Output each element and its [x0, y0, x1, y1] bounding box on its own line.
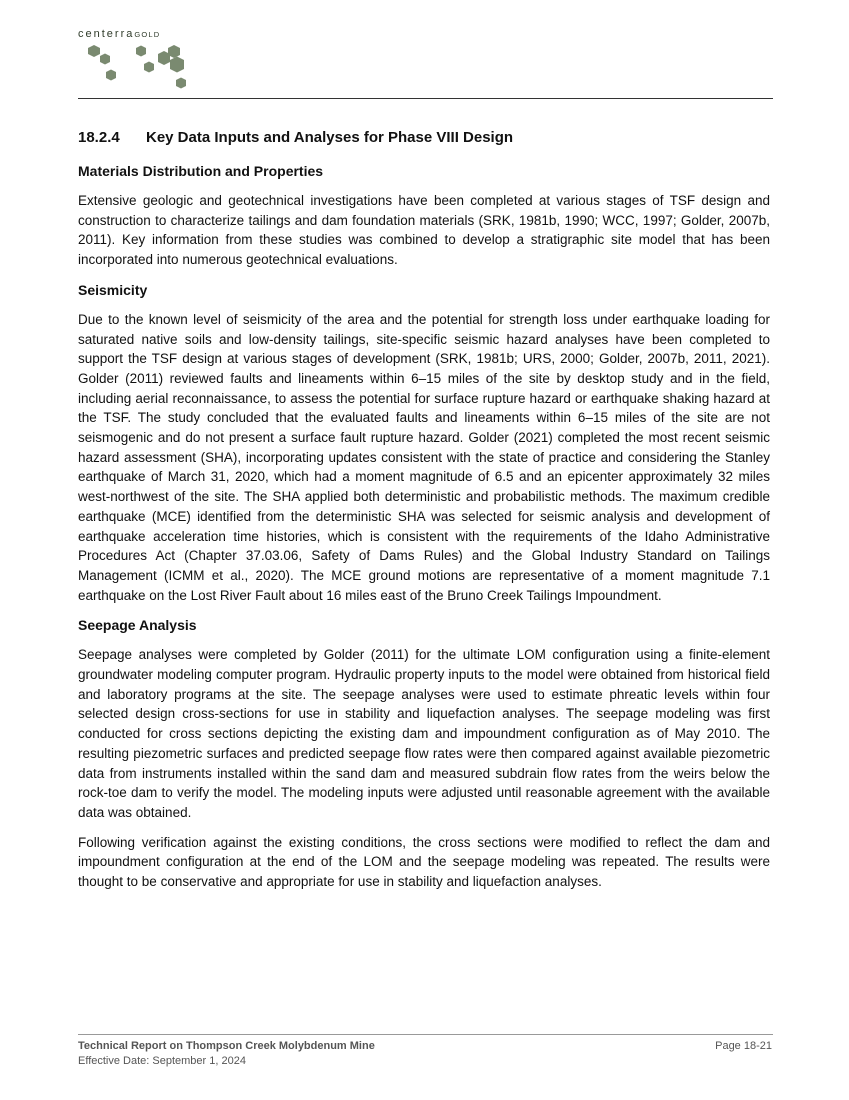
section-title: Key Data Inputs and Analyses for Phase VIII Design: [146, 129, 514, 146]
paragraph-seismicity: Due to the known level of seismicity of the area and the potential for strength loss under earthquake loading for saturated native soils and low-density tailings, site-specific seismic hazard analyses have been completed to support the TSF design at various stages of development (SRK, 1981b; URS, 2000; Golder, 2007b, 2011, 2021). Golder (2011) reviewed faults and lineaments within 6–15 miles of the site by desktop study and in the field, including aerial reconnaissance, to assess the potential for surface rupture hazard or earthquake shaking hazard at the TSF. The study concluded that the evaluated faults and lineaments within 6–15 miles of the site are not seismogenic and do not present a surface fault rupture hazard. Golder (2021) completed the most recent seismic hazard assessment (SHA), incorporating updates consistent with the state of practice and considering the Stanley earthquake of March 31, 2020, which had a moment magnitude of 6.5 and an epicenter approximately 32 miles west-northwest of the site. The SHA applied both deterministic and probabilistic methods. The maximum credible earthquake (MCE) identified from the deterministic SHA was selected for seismic analysis and development of earthquake acceleration time histories, which is consistent with the requirements of the Idaho Administrative Procedures Act (Chapter 37.03.06, Safety of Dams Rules) and the Global Industry Standard on Tailings Management (ICMM et al., 2020). The MCE ground motions are representative of a moment magnitude 7.1 earthquake on the Lost River Fault about 16 miles east of the Bruno Creek Tailings Impoundment.: [78, 311, 770, 603]
hexagon-cluster-icon: [78, 44, 198, 100]
section-heading: [78, 128, 770, 148]
paragraph-materials: Extensive geologic and geotechnical investigations have been completed at various stages of TSF design and construction to characterize tailings and dam foundation materials (SRK, 1981b, 1990; WCC, 1997; Golder, 2007b, 2011). Key information from these studies was combined to develop a stratigraphic site model that has been incorporated into numerous geotechnical evaluations.: [78, 193, 770, 268]
paragraph-seepage-1: Seepage analyses were completed by Golder (2011) for the ultimate LOM configuration using a finite-element groundwater modeling computer program. Hydraulic property inputs to the model were obtained from historical field and laboratory programs at the site. The seepage analyses were used to estimate phreatic levels within four selected design cross-sections for use in stability and liquefaction analyses. The seepage modeling was first conducted for cross sections depicting the existing dam and impoundment configuration as of May 2010. The resulting piezometric surfaces and predicted seepage flow rates were then compared against available piezometric data from instruments installed within the sand dam and measured subdrain flow rates from the weirs below the rock-toe dam to verify the model. The modeling inputs were adjusted until reasonable agreement with the available data was obtained.: [78, 647, 770, 820]
logo-brand: GOLD: [134, 30, 161, 39]
footer-report-title: Technical Report on Thompson Creek Molybdenum Mine: [78, 1040, 375, 1052]
footer-info: [78, 1039, 375, 1069]
company-logo: [78, 28, 208, 98]
logo-word: centerra: [78, 28, 135, 40]
subsection-heading-materials: Materials Distribution and Properties: [78, 163, 324, 179]
section-number: 18.2.4: [78, 129, 120, 146]
logo-wordmark: [78, 28, 160, 40]
footer-page-number: Page 18-21: [715, 1040, 772, 1052]
paragraph-seepage-2: Following verification against the existing conditions, the cross sections were modified to reflect the dam and impoundment configuration at the end of the LOM and the seepage modeling was repeated. The results were thought to be conservative and appropriate for use in stability and liquefaction analyses.: [78, 834, 770, 890]
document-body: [78, 128, 770, 902]
footer-divider: [78, 1034, 773, 1035]
footer-effective-date: Effective Date: September 1, 2024: [78, 1055, 246, 1067]
header-divider: [78, 98, 773, 99]
subsection-heading-seismicity: Seismicity: [78, 281, 148, 298]
subsection-heading-seepage: Seepage Analysis: [78, 617, 197, 634]
